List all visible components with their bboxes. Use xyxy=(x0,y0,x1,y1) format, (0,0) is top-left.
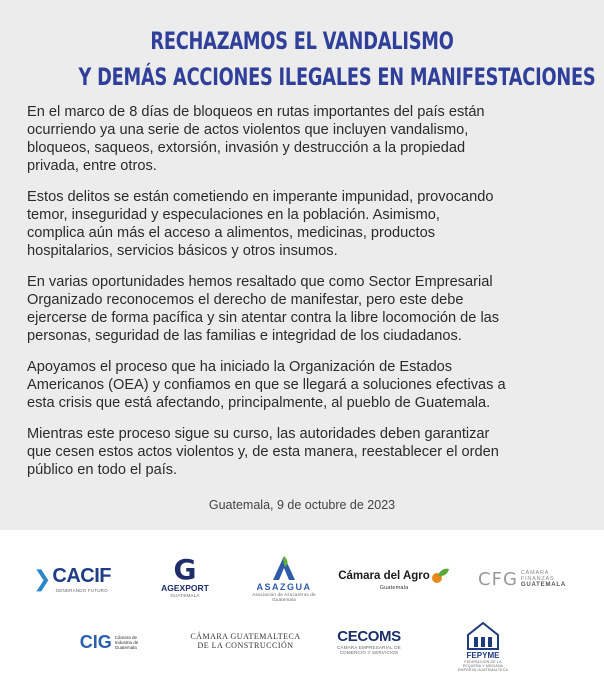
paragraph-line: En varias oportunidades hemos resaltado que como Sector Empresarial xyxy=(27,274,493,290)
asazgua-name: ASAZGUA xyxy=(256,582,312,592)
paragraph-line: temor, inseguridad y especulaciones en la población. Asimismo, xyxy=(27,207,440,223)
asazgua-sub: Asociación de Azucareros de Guatemala xyxy=(252,592,316,602)
construccion-line-1: CÁMARA GUATEMALTECA xyxy=(190,632,301,641)
cig-line-3: Guatemala xyxy=(114,644,137,650)
paragraph-line: que cesen estos actos violentos y, de esta manera, reestablecer el orden xyxy=(27,444,499,460)
cacif-mark-icon: ❯ xyxy=(32,566,52,591)
paragraph-line: esta crisis que está afectando, principalmente, al pueblo de Guatemala. xyxy=(27,395,491,411)
cecoms-name: CECOMS xyxy=(337,627,401,645)
cfg-line-2: FINANZAS xyxy=(520,576,555,582)
paragraph-5 xyxy=(27,425,587,479)
paragraph-line: ejercerse de forma pacífica y sin atentar contra la libre locomoción de las xyxy=(27,310,500,326)
title-line-1: RECHAZAMOS EL VANDALISMO xyxy=(150,27,454,55)
asazgua-logo xyxy=(250,552,318,604)
paragraph-line: Americanos (OEA) y confiamos en que se llegará a soluciones efectivas a xyxy=(27,377,506,393)
paragraph-line: Estos delitos se están cometiendo en imperante impunidad, provocando xyxy=(27,189,494,205)
cig-logo xyxy=(76,622,142,662)
cacif-logo xyxy=(32,565,112,593)
agexport-logo xyxy=(153,552,217,602)
agexport-sub: GUATEMALA xyxy=(170,592,200,598)
agexport-name: AGEXPORT xyxy=(161,582,209,593)
cig-line-1: Cámara de xyxy=(114,634,138,640)
construccion-line-2: DE LA CONSTRUCCIÓN xyxy=(197,641,294,650)
cig-line-2: Industria de xyxy=(114,639,139,645)
paragraph-line: complica aún más el acceso a alimentos, medicinas, productos xyxy=(27,225,436,241)
paragraph-line: Apoyamos el proceso que ha iniciado la Organización de Estados xyxy=(27,359,453,375)
agexport-g-icon: G xyxy=(173,552,197,586)
paragraph-line: Organizado reconocemos el derecho de manifestar, pero este debe xyxy=(27,292,464,308)
paragraph-line: En el marco de 8 días de bloqueos en rutas importantes del país están xyxy=(27,104,485,120)
paragraph-line: bloqueos, saqueos, extorsión, invasión y destrucción a la propiedad xyxy=(27,140,466,156)
camara-agro-logo xyxy=(338,565,445,593)
paragraph-line: Mientras este proceso sigue su curso, las autoridades deben garantizar xyxy=(27,426,490,442)
cig-name: CIG xyxy=(79,631,112,652)
cecoms-sub: CÁMARA EMPRESARIAL DE COMERCIO Y SERVICIOS xyxy=(337,644,401,655)
fepyme-name: FEPYME xyxy=(466,650,500,660)
statement-date: Guatemala, 9 de octubre de 2023 xyxy=(208,498,396,512)
camara-agro-sub: Guatemala xyxy=(379,585,409,591)
fepyme-building-icon xyxy=(466,621,500,651)
cacif-tagline: GENERANDO FUTURO xyxy=(55,588,108,593)
cfg-logo xyxy=(471,566,573,592)
cfg-line-1: CÁMARA xyxy=(520,570,550,576)
fepyme-logo xyxy=(458,616,508,676)
cfg-name: CFG xyxy=(478,568,518,590)
cecoms-logo xyxy=(331,626,407,656)
title-line-2: Y DEMÁS ACCIONES ILEGALES EN MANIFESTACIONES xyxy=(78,63,596,91)
paragraph-3 xyxy=(27,273,587,345)
agro-leaf-icon xyxy=(430,567,450,585)
asazgua-leaf-icon xyxy=(271,554,297,582)
cfg-line-3: GUATEMALA xyxy=(520,582,566,588)
paragraph-line: personas, seguridad de las familias e integridad de los ciudadanos. xyxy=(27,328,462,344)
paragraph-line: hospitalarios, servicios básicos y otros insumos. xyxy=(27,243,338,259)
paragraph-2 xyxy=(27,188,587,260)
cacif-name: CACIF xyxy=(52,565,112,587)
paragraph-line: público en todo el país. xyxy=(27,462,178,478)
camara-agro-name: Cámara del Agro xyxy=(338,570,430,582)
fepyme-sub: FEDERACIÓN DE LA PEQUEÑA Y MEDIANA EMPRESA GUATEMALTECA xyxy=(458,659,508,672)
camara-construccion-logo xyxy=(190,628,301,654)
paragraph-line: privada, entre otros. xyxy=(27,158,157,174)
paragraph-1 xyxy=(27,103,587,175)
signatory-logos xyxy=(0,530,604,680)
paragraph-4 xyxy=(27,358,587,412)
paragraph-line: ocurriendo ya una serie de actos violentos que incluyen vandalismo, xyxy=(27,122,469,138)
